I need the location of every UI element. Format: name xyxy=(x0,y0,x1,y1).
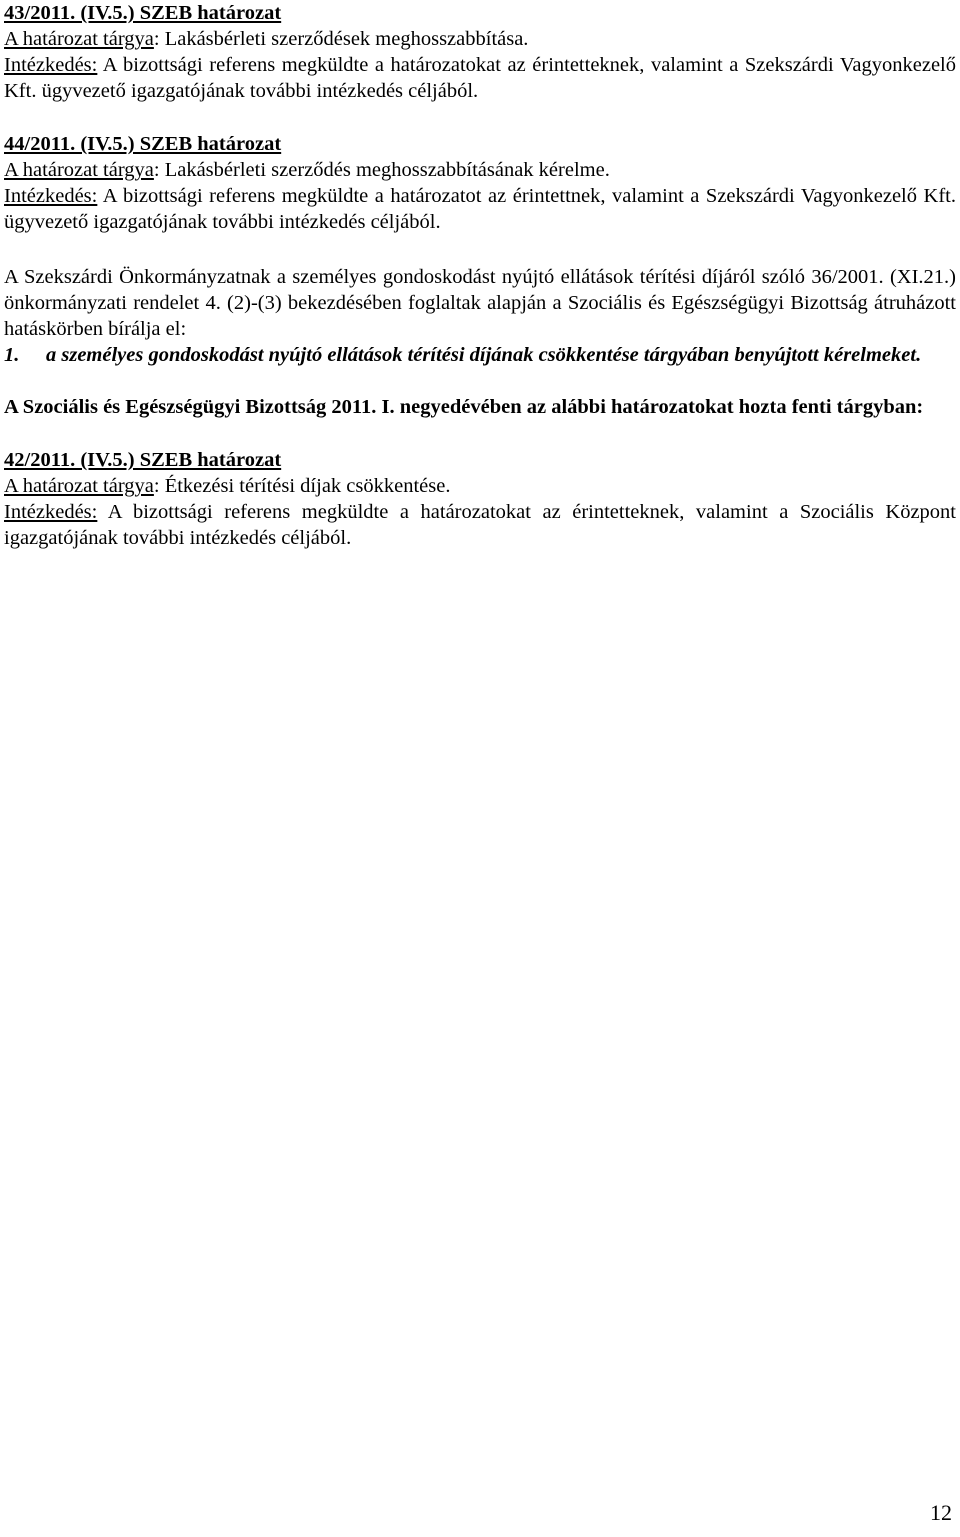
document-page xyxy=(4,0,956,551)
action-label: Intézkedés: xyxy=(4,501,98,523)
delegation-section xyxy=(4,264,956,368)
resolution-42 xyxy=(4,447,956,551)
action-text: A bizottsági referens megküldte a határozatokat az érintetteknek, valamint a Szociális Központ igazgatójának további intézkedés céljából. xyxy=(4,501,956,549)
page-number: 12 xyxy=(930,1500,952,1525)
resolution-43 xyxy=(4,0,956,104)
resolution-subject xyxy=(4,157,956,183)
resolution-heading: 42/2011. (IV.5.) SZEB határozat xyxy=(4,449,282,471)
resolution-action xyxy=(4,499,956,551)
subject-text: : Étkezési térítési díjak csökkentése. xyxy=(153,475,451,497)
action-label: Intézkedés: xyxy=(4,54,98,76)
resolution-heading: 43/2011. (IV.5.) SZEB határozat xyxy=(4,2,282,24)
resolution-44 xyxy=(4,131,956,235)
subject-text: : Lakásbérleti szerződés meghosszabbításának kérelme. xyxy=(153,159,610,181)
section-heading: A Szociális és Egészségügyi Bizottság 2011. I. negyedévében az alábbi határozatokat hozta fenti tárgyban: xyxy=(4,396,924,418)
subject-label: A határozat tárgya xyxy=(4,28,154,50)
list-item-number: 1. xyxy=(4,344,20,366)
resolution-action xyxy=(4,183,956,235)
resolution-heading: 44/2011. (IV.5.) SZEB határozat xyxy=(4,133,282,155)
action-text: A bizottsági referens megküldte a határozatokat az érintetteknek, valamint a Szekszárdi Vagyonkezelő Kft. ügyvezető igazgatójának további intézkedés céljából. xyxy=(4,54,956,102)
action-text: A bizottsági referens megküldte a határozatot az érintettnek, valamint a Szekszárdi Vagyonkezelő Kft. ügyvezető igazgatójának további intézkedés céljából. xyxy=(4,185,956,233)
delegation-paragraph: A Szekszárdi Önkormányzatnak a személyes gondoskodást nyújtó ellátások térítési díjáról szóló 36/2001. (XI.21.) önkormányzati rendelet 4. (2)-(3) bekezdésében foglaltak alapján a Szociális és Egészségügyi Bizottság átruházott hatáskörben bírálja el: xyxy=(4,266,956,340)
resolution-action xyxy=(4,52,956,104)
action-label: Intézkedés: xyxy=(4,185,98,207)
subject-label: A határozat tárgya xyxy=(4,159,154,181)
subject-text: : Lakásbérleti szerződések meghosszabbítása. xyxy=(153,28,529,50)
list-item-text: a személyes gondoskodást nyújtó ellátások térítési díjának csökkentése tárgyában benyújtott kérelmeket. xyxy=(46,344,922,366)
resolution-subject xyxy=(4,473,956,499)
resolution-subject xyxy=(4,26,956,52)
subject-label: A határozat tárgya xyxy=(4,475,154,497)
delegation-list-item xyxy=(4,342,956,368)
